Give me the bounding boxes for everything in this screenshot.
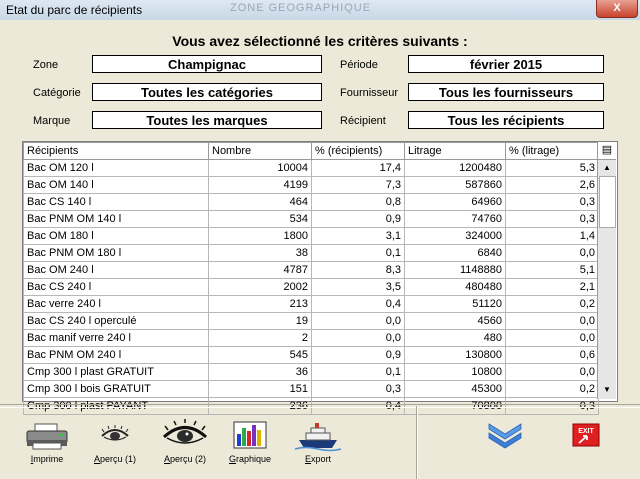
cell-pct-recipients: 0,0 (312, 313, 405, 330)
apercu-2-label: Aperçu (2) (163, 454, 207, 464)
cell-nombre: 38 (209, 245, 312, 262)
imprime-button[interactable] (14, 418, 80, 466)
cell-pct-litrage: 0,0 (506, 330, 599, 347)
cell-recipient: Bac verre 240 l (24, 296, 209, 313)
cell-litrage: 1148880 (405, 262, 506, 279)
cell-pct-litrage: 0,2 (506, 381, 599, 398)
next-page-button[interactable] (472, 418, 538, 466)
cell-recipient: Bac CS 240 l (24, 279, 209, 296)
cell-pct-litrage: 0,0 (506, 364, 599, 381)
cell-litrage: 6840 (405, 245, 506, 262)
export-button[interactable] (285, 418, 351, 466)
scroll-up-icon[interactable]: ▲ (603, 163, 611, 172)
column-header-recipients[interactable]: Récipients (24, 143, 209, 160)
apercu-2-button[interactable] (152, 418, 218, 466)
cell-pct-litrage: 2,1 (506, 279, 599, 296)
table-row[interactable] (24, 381, 599, 398)
cell-recipient: Bac OM 140 l (24, 177, 209, 194)
cell-nombre: 236 (209, 398, 312, 415)
eye-large-icon (152, 418, 218, 452)
cell-litrage: 74760 (405, 211, 506, 228)
cell-nombre: 464 (209, 194, 312, 211)
cell-recipient: Bac manif verre 240 l (24, 330, 209, 347)
exit-icon (553, 418, 619, 452)
cell-pct-recipients: 3,1 (312, 228, 405, 245)
printer-icon (14, 418, 80, 452)
cell-recipient: Bac PNM OM 140 l (24, 211, 209, 228)
cell-litrage: 70800 (405, 398, 506, 415)
cell-pct-recipients: 0,8 (312, 194, 405, 211)
ship-icon (285, 418, 351, 452)
cell-litrage: 324000 (405, 228, 506, 245)
cell-recipient: Bac OM 240 l (24, 262, 209, 279)
cell-litrage: 10800 (405, 364, 506, 381)
periode-field: février 2015 (408, 55, 604, 73)
scroll-down-icon[interactable]: ▼ (603, 385, 611, 394)
cell-pct-recipients: 0,9 (312, 211, 405, 228)
table-row[interactable] (24, 211, 599, 228)
window-title: Etat du parc de récipients (6, 3, 143, 17)
table-row[interactable] (24, 194, 599, 211)
export-label: Export (304, 454, 332, 464)
svg-text:EXIT: EXIT (578, 428, 594, 435)
cell-recipient: Bac CS 140 l (24, 194, 209, 211)
table-row[interactable] (24, 330, 599, 347)
cell-pct-recipients: 8,3 (312, 262, 405, 279)
table-row[interactable] (24, 262, 599, 279)
cell-pct-litrage: 0,3 (506, 211, 599, 228)
cell-litrage: 4560 (405, 313, 506, 330)
marque-field: Toutes les marques (92, 111, 322, 129)
cell-litrage: 480480 (405, 279, 506, 296)
table-row[interactable] (24, 296, 599, 313)
cell-pct-litrage: 0,2 (506, 296, 599, 313)
column-header-pct-litrage[interactable]: % (litrage) (506, 143, 599, 160)
cell-litrage: 45300 (405, 381, 506, 398)
cell-pct-recipients: 0,1 (312, 364, 405, 381)
cell-recipient: Bac CS 240 l operculé (24, 313, 209, 330)
table-row[interactable] (24, 364, 599, 381)
cell-nombre: 1800 (209, 228, 312, 245)
table-row[interactable] (24, 279, 599, 296)
cell-recipient: Cmp 300 l plast GRATUIT (24, 364, 209, 381)
cell-nombre: 4787 (209, 262, 312, 279)
graphique-label: Graphique (228, 454, 272, 464)
cell-pct-litrage: 0,6 (506, 347, 599, 364)
recipient-field: Tous les récipients (408, 111, 604, 129)
imprime-label: Imprime (30, 454, 64, 464)
cell-nombre: 151 (209, 381, 312, 398)
cell-pct-recipients: 17,4 (312, 160, 405, 177)
cell-nombre: 213 (209, 296, 312, 313)
cell-pct-litrage: 0,3 (506, 398, 599, 415)
cell-litrage: 587860 (405, 177, 506, 194)
cell-pct-recipients: 0,0 (312, 330, 405, 347)
table-row[interactable] (24, 177, 599, 194)
toolbar-divider (0, 404, 640, 408)
table-row[interactable] (24, 245, 599, 262)
marque-label: Marque (33, 115, 71, 127)
cell-pct-litrage: 0,3 (506, 194, 599, 211)
cell-pct-litrage: 2,6 (506, 177, 599, 194)
grid-scrollbar[interactable] (597, 142, 616, 399)
cell-pct-litrage: 0,0 (506, 245, 599, 262)
toolbar-vertical-divider (416, 406, 418, 479)
cell-recipient: Bac PNM OM 180 l (24, 245, 209, 262)
categorie-field: Toutes les catégories (92, 83, 322, 101)
scroll-thumb[interactable] (599, 176, 616, 228)
cell-nombre: 10004 (209, 160, 312, 177)
cell-recipient: Bac OM 180 l (24, 228, 209, 245)
table-header-row (24, 143, 599, 160)
cell-litrage: 51120 (405, 296, 506, 313)
cell-litrage: 64960 (405, 194, 506, 211)
fournisseur-label: Fournisseur (340, 87, 399, 99)
column-header-pct-recipients[interactable]: % (récipients) (312, 143, 405, 160)
column-header-nombre[interactable]: Nombre (209, 143, 312, 160)
cell-nombre: 545 (209, 347, 312, 364)
categorie-label: Catégorie (33, 87, 81, 99)
table-row[interactable] (24, 347, 599, 364)
table-row[interactable] (24, 313, 599, 330)
cell-nombre: 4199 (209, 177, 312, 194)
cell-pct-recipients: 0,4 (312, 398, 405, 415)
periode-label: Période (340, 59, 378, 71)
table-body (24, 160, 599, 415)
recipients-table (23, 142, 599, 415)
cell-nombre: 2002 (209, 279, 312, 296)
column-header-litrage[interactable]: Litrage (405, 143, 506, 160)
graphique-button[interactable] (217, 418, 283, 466)
cell-pct-recipients: 0,9 (312, 347, 405, 364)
bar-chart-icon (217, 418, 283, 452)
cell-pct-recipients: 7,3 (312, 177, 405, 194)
cell-pct-litrage: 5,1 (506, 262, 599, 279)
eye-icon (82, 418, 148, 452)
cell-litrage: 130800 (405, 347, 506, 364)
background-window-title: ZONE GEOGRAPHIQUE (230, 2, 372, 14)
cell-litrage: 1200480 (405, 160, 506, 177)
cell-nombre: 534 (209, 211, 312, 228)
cell-pct-litrage: 5,3 (506, 160, 599, 177)
chevron-double-down-icon (472, 418, 538, 452)
criteria-heading: Vous avez sélectionné les critères suivants : (172, 33, 468, 49)
cell-pct-litrage: 1,4 (506, 228, 599, 245)
window-close-button[interactable]: X (596, 0, 638, 18)
fournisseur-field: Tous les fournisseurs (408, 83, 604, 101)
table-row[interactable] (24, 160, 599, 177)
cell-nombre: 19 (209, 313, 312, 330)
apercu-1-button[interactable] (82, 418, 148, 466)
exit-button[interactable] (553, 418, 619, 466)
cell-recipient: Bac PNM OM 240 l (24, 347, 209, 364)
cell-recipient: Bac OM 120 l (24, 160, 209, 177)
cell-nombre: 36 (209, 364, 312, 381)
table-row[interactable] (24, 228, 599, 245)
cell-nombre: 2 (209, 330, 312, 347)
cell-recipient: Cmp 300 l plast PAYANT (24, 398, 209, 415)
cell-pct-recipients: 0,3 (312, 381, 405, 398)
recipients-grid[interactable] (22, 141, 618, 412)
zone-field: Champignac (92, 55, 322, 73)
cell-recipient: Cmp 300 l bois GRATUIT (24, 381, 209, 398)
cell-pct-recipients: 0,1 (312, 245, 405, 262)
cell-pct-litrage: 0,0 (506, 313, 599, 330)
cell-litrage: 480 (405, 330, 506, 347)
zone-label: Zone (33, 59, 59, 71)
apercu-1-label: Aperçu (1) (93, 454, 137, 464)
recipient-label: Récipient (340, 115, 386, 127)
column-chooser-icon[interactable]: ▤ (598, 142, 616, 160)
cell-pct-recipients: 3,5 (312, 279, 405, 296)
cell-pct-recipients: 0,4 (312, 296, 405, 313)
window-titlebar (0, 0, 640, 20)
